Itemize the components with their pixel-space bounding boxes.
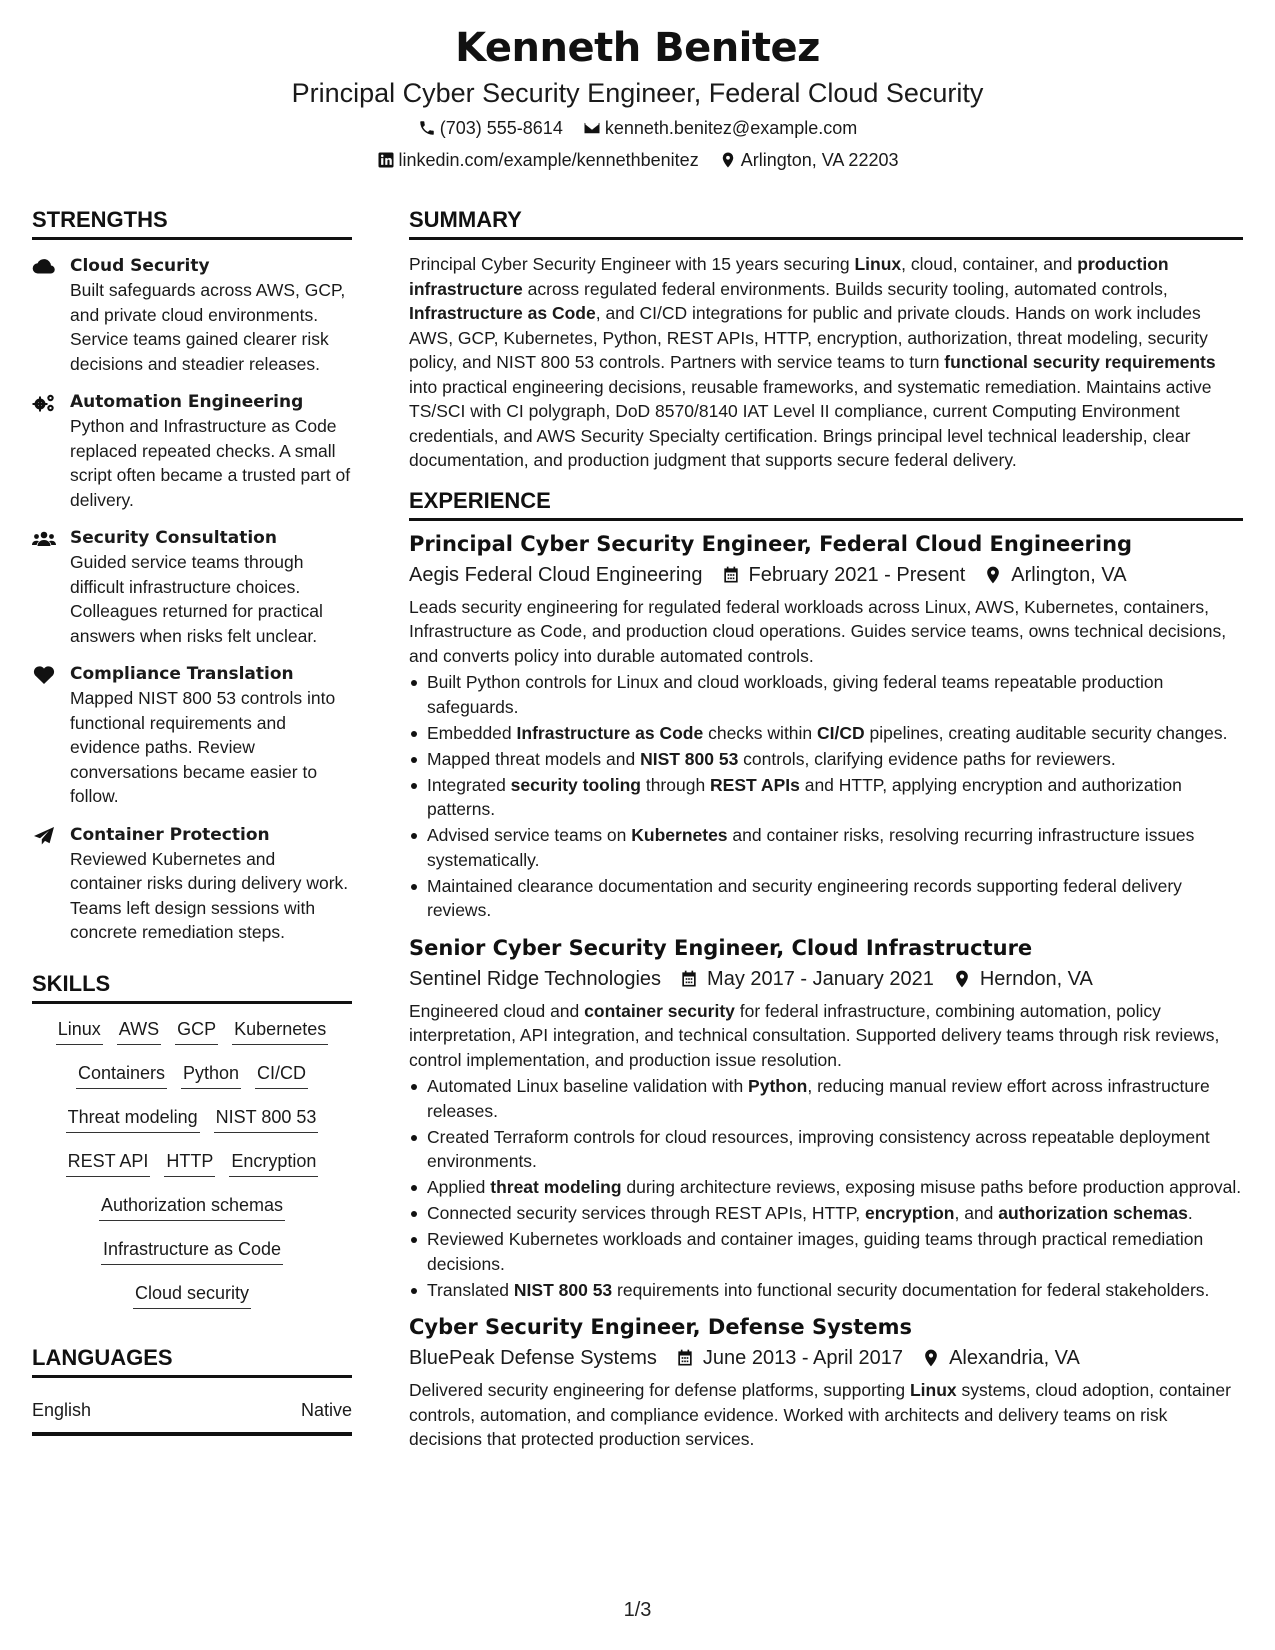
- left-column: [32, 205, 352, 1436]
- envelope-icon: [583, 119, 601, 137]
- skills-heading: SKILLS: [32, 969, 352, 1004]
- emphasis-text: threat modeling: [490, 1177, 622, 1197]
- bullet-item: Mapped threat models and NIST 800 53 controls, clarifying evidence paths for reviewers.: [409, 747, 1243, 772]
- emphasis-text: REST APIs: [710, 774, 800, 795]
- job-location: Arlington, VA: [983, 561, 1126, 589]
- candidate-title: Principal Cyber Security Engineer, Federal Cloud Security: [291, 78, 984, 108]
- email-text: kenneth.benitez@example.com: [604, 118, 858, 138]
- skills-row: [32, 1190, 352, 1221]
- skill-tag: Encryption: [229, 1146, 318, 1177]
- languages-heading: LANGUAGES: [32, 1343, 352, 1378]
- strength-description: Python and Infrastructure as Code replaced repeated checks. A small script often became a trusted part of delivery.: [70, 416, 351, 510]
- location-text: Arlington, VA 22203: [740, 150, 899, 170]
- email-contact[interactable]: [583, 116, 857, 140]
- linkedin-icon: [377, 151, 395, 169]
- skill-tag: Kubernetes: [232, 1014, 328, 1045]
- language-level: Native: [300, 1399, 352, 1420]
- strength-item: [32, 254, 352, 376]
- strength-item: [32, 823, 352, 945]
- skill-tag: Infrastructure as Code: [101, 1234, 283, 1265]
- job-title: Principal Cyber Security Engineer, Federal Cloud Engineering: [409, 531, 1133, 556]
- bullet-item: Embedded Infrastructure as Code checks within CI/CD pipelines, creating auditable security changes.: [409, 721, 1243, 746]
- skill-tag: Python: [181, 1058, 241, 1089]
- job-entry: [409, 1312, 1243, 1452]
- cloud-icon: [32, 257, 56, 277]
- strength-description: Built safeguards across AWS, GCP, and private cloud environments. Service teams gained clearer risk decisions and steadier releases.: [70, 280, 346, 374]
- job-title: Senior Cyber Security Engineer, Cloud Infrastructure: [409, 935, 1033, 960]
- bullet-item: Advised service teams on Kubernetes and container risks, resolving recurring infrastructure issues systematically.: [409, 823, 1243, 872]
- job-meta: [409, 561, 1243, 589]
- strength-title: Cloud Security: [70, 256, 210, 276]
- linkedin-contact[interactable]: [377, 148, 699, 172]
- bullet-item: Built Python controls for Linux and cloud workloads, giving federal teams repeatable production safeguards.: [409, 670, 1243, 719]
- emphasis-text: NIST 800 53: [513, 1279, 613, 1300]
- skills-row: [32, 1058, 352, 1089]
- contact-row-1: [0, 116, 1275, 140]
- strength-title: Security Consultation: [70, 528, 277, 548]
- emphasis-text: Linux: [854, 254, 902, 274]
- contact-row-2: [0, 148, 1275, 172]
- job-dates: February 2021 - Present: [721, 561, 966, 589]
- phone-contact[interactable]: [418, 116, 563, 140]
- candidate-name: Kenneth Benitez: [455, 25, 820, 71]
- calendar-icon: [679, 969, 699, 989]
- strength-title: Automation Engineering: [70, 392, 304, 412]
- job-company: BluePeak Defense Systems: [409, 1347, 657, 1369]
- experience-list: [409, 529, 1243, 1452]
- job-meta: [409, 965, 1243, 993]
- skill-tag: Threat modeling: [66, 1102, 200, 1133]
- strength-item: [32, 526, 352, 648]
- resume-header: [0, 22, 1275, 172]
- paper-plane-icon: [32, 826, 56, 846]
- emphasis-text: NIST 800 53: [640, 748, 739, 769]
- map-pin-icon: [921, 1348, 941, 1368]
- job-meta: [409, 1344, 1243, 1372]
- strengths-heading: STRENGTHS: [32, 205, 352, 240]
- emphasis-text: Infrastructure as Code: [409, 303, 596, 323]
- bullet-item: Integrated security tooling through REST APIs and HTTP, applying encryption and authorization patterns.: [409, 773, 1243, 822]
- skill-tag: AWS: [117, 1014, 161, 1045]
- summary-text: Principal Cyber Security Engineer with 15 years securing Linux, cloud, container, and production infrastructure across regulated federal environments. Builds security tooling, automated controls, Infrastructure as Code, and CI/CD integrations for public and private clouds. Hands on work includes AWS, GCP, Kubernetes, Python, REST APIs, HTTP, encryption, authorization, threat modeling, security policy, and NIST 800 53 controls. Partners with service teams to turn functional security requirements into practical engineering decisions, reusable frameworks, and systematic remediation. Maintains active TS/SCI with CI polygraph, DoD 8570/8140 IAT Level II compliance, current Computing Environment credentials, and AWS Security Specialty certification. Brings principal level technical leadership, clear documentation, and production judgment that supports secure federal delivery.: [409, 254, 1216, 470]
- calendar-icon: [675, 1348, 695, 1368]
- job-description: Delivered security engineering for defense platforms, supporting Linux systems, cloud adoption, container controls, automation, and compliance evidence. Worked with architects and delivery teams on risk decisions that protected production services.: [409, 1380, 1231, 1449]
- experience-heading: EXPERIENCE: [409, 486, 1243, 521]
- job-company: Aegis Federal Cloud Engineering: [409, 563, 703, 586]
- skill-tag: CI/CD: [255, 1058, 308, 1089]
- bullet-item: Translated NIST 800 53 requirements into functional security documentation for federal stakeholders.: [409, 1278, 1243, 1303]
- strength-title: Container Protection: [70, 824, 270, 845]
- strength-item: [32, 390, 352, 512]
- page-number: 1/3: [623, 1599, 652, 1621]
- bullet-item: Maintained clearance documentation and security engineering records supporting federal delivery reviews.: [409, 874, 1243, 923]
- skill-tag: Authorization schemas: [99, 1190, 285, 1221]
- phone-icon: [418, 119, 436, 137]
- emphasis-text: Linux: [909, 1380, 957, 1400]
- job-description: Engineered cloud and container security for federal infrastructure, combining automation, policy interpretation, API integration, and technical consultation. Supported delivery teams through risk reviews, control implementation, and production issue resolution.: [409, 1000, 1220, 1070]
- bullet-item: Reviewed Kubernetes workloads and container images, guiding teams through practical remediation decisions.: [409, 1227, 1243, 1276]
- job-dates: May 2017 - January 2021: [679, 965, 934, 993]
- strength-description: Guided service teams through difficult infrastructure choices. Colleagues returned for practical answers when risks felt unclear.: [70, 552, 323, 646]
- strength-description: Reviewed Kubernetes and container risks during delivery work. Teams left design sessions with concrete remediation steps.: [70, 848, 349, 942]
- summary-heading: SUMMARY: [409, 205, 1243, 240]
- job-bullets: [409, 1074, 1243, 1302]
- map-pin-icon: [983, 565, 1003, 585]
- emphasis-text: security tooling: [510, 774, 641, 795]
- strength-title: Compliance Translation: [70, 664, 294, 684]
- users-icon: [32, 529, 56, 549]
- emphasis-text: Python: [748, 1076, 808, 1096]
- job-company: Sentinel Ridge Technologies: [409, 967, 662, 990]
- job-location: Alexandria, VA: [921, 1344, 1080, 1372]
- skill-tag: GCP: [175, 1014, 218, 1045]
- phone-text: (703) 555-8614: [439, 118, 563, 138]
- emphasis-text: authorization schemas: [998, 1203, 1188, 1223]
- heart-icon: [32, 665, 56, 685]
- skills-row: [32, 1146, 352, 1177]
- map-pin-icon: [719, 151, 737, 169]
- job-bullets: [409, 670, 1243, 923]
- skill-tag: HTTP: [164, 1146, 215, 1177]
- emphasis-text: Infrastructure as Code: [516, 722, 704, 743]
- skill-tag: Containers: [76, 1058, 167, 1089]
- linkedin-text: linkedin.com/example/kennethbenitez: [398, 150, 699, 170]
- job-entry: [409, 933, 1243, 1303]
- skills-row: [32, 1278, 352, 1309]
- job-location: Herndon, VA: [952, 965, 1093, 993]
- skill-tag: Linux: [56, 1014, 103, 1045]
- language-name: English: [32, 1399, 92, 1420]
- skill-tag: NIST 800 53: [214, 1102, 319, 1133]
- bullet-item: Applied threat modeling during architecture reviews, exposing misuse paths before production approval.: [409, 1175, 1243, 1200]
- job-dates: June 2013 - April 2017: [675, 1344, 903, 1372]
- language-row: [32, 1398, 352, 1436]
- emphasis-text: container security: [584, 1000, 735, 1021]
- skill-tag: Cloud security: [133, 1278, 251, 1309]
- emphasis-text: CI/CD: [817, 722, 865, 743]
- bullet-item: Automated Linux baseline validation with Python, reducing manual review effort across infrastructure releases.: [409, 1074, 1243, 1123]
- right-column: [409, 205, 1243, 1452]
- emphasis-text: Kubernetes: [631, 825, 728, 845]
- gears-icon: [32, 393, 56, 413]
- emphasis-text: functional security requirements: [944, 352, 1216, 372]
- location-contact: [719, 148, 899, 172]
- calendar-icon: [721, 565, 741, 585]
- bullet-item: Connected security services through REST APIs, HTTP, encryption, and authorization schemas.: [409, 1201, 1243, 1226]
- bullet-item: Created Terraform controls for cloud resources, improving consistency across repeatable deployment environments.: [409, 1125, 1243, 1174]
- emphasis-text: encryption: [865, 1203, 955, 1223]
- job-entry: [409, 529, 1243, 923]
- job-description: Leads security engineering for regulated federal workloads across Linux, AWS, Kubernetes, containers, Infrastructure as Code, and production cloud operations. Guides service teams, owns technical decisions, and converts policy into durable automated controls.: [409, 596, 1227, 666]
- skills-row: [32, 1102, 352, 1133]
- strength-description: Mapped NIST 800 53 controls into functional requirements and evidence paths. Review conversations became easier to follow.: [70, 688, 336, 806]
- skills-row: [32, 1234, 352, 1265]
- strength-item: [32, 662, 352, 809]
- map-pin-icon: [952, 969, 972, 989]
- skills-row: [32, 1014, 352, 1045]
- emphasis-text: production infrastructure: [409, 254, 1169, 299]
- job-title: Cyber Security Engineer, Defense Systems: [409, 1315, 912, 1339]
- skill-tag: REST API: [66, 1146, 151, 1177]
- skills-list: [32, 1014, 352, 1309]
